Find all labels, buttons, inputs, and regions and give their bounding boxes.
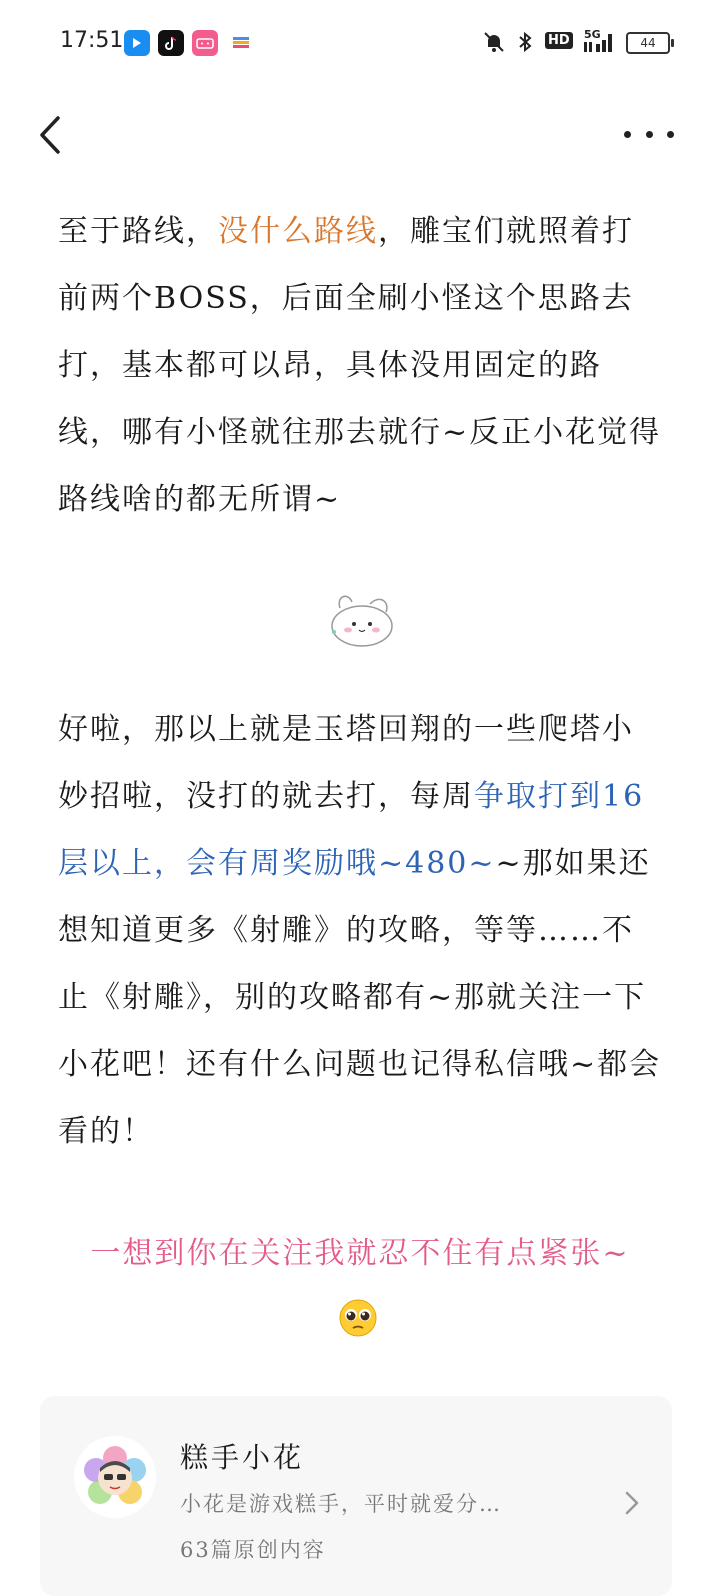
- author-description: 小花是游戏糕手，平时就爱分…: [180, 1492, 502, 1516]
- highlight-text-blue: 争取打到16层以上，会有周奖励哦~480~: [58, 779, 645, 881]
- more-dots-icon: [624, 131, 631, 138]
- back-button[interactable]: [30, 110, 74, 160]
- pink-highlight-line: 一想到你在关注我就忍不住有点紧张~: [90, 1236, 630, 1271]
- author-card[interactable]: [40, 1396, 672, 1596]
- highlight-text-orange: 没什么路线: [218, 214, 378, 249]
- chevron-right-icon[interactable]: [622, 1488, 642, 1518]
- more-button[interactable]: [624, 114, 674, 154]
- avatar-flower-image: [74, 1436, 156, 1518]
- bluetooth-icon: [516, 30, 534, 59]
- status-bar: [0, 0, 720, 84]
- status-time: 17:51: [60, 28, 124, 53]
- cute-cloud-sticker: [322, 588, 402, 650]
- battery-indicator: 44: [626, 32, 670, 54]
- chevron-left-icon: [30, 110, 74, 160]
- bilibili-pink-icon: [192, 30, 218, 56]
- wallet-icon: [228, 30, 254, 56]
- author-name: 糕手小花: [180, 1441, 305, 1474]
- author-avatar[interactable]: [74, 1436, 156, 1518]
- author-article-count: 63篇原创内容: [180, 1538, 326, 1562]
- mute-bell-icon: [482, 30, 506, 59]
- hd-icon: HD: [545, 32, 573, 49]
- article-paragraph-1: 至于路线，没什么路线，雕宝们就照着打前两个BOSS，后面全刷小怪这个思路去打，基本都可以昂，具体没用固定的路线，哪有小怪就往那去就行~反正小花觉得路线啥的都无所谓~: [58, 214, 662, 517]
- 5g-signal-icon: 5G: [582, 28, 616, 59]
- tiktok-icon: [158, 30, 184, 56]
- article-paragraph-2: 好啦，那以上就是玉塔回翔的一些爬塔小妙招啦，没打的就去打，每周争取打到16层以上，会有周奖励哦~480~~那如果还想知道更多《射雕》的攻略，等等……不止《射雕》，别的攻略都有~那就关注一下小花吧！还有什么问题也记得私信哦~都会看的！: [58, 712, 662, 1149]
- pleading-face-emoji: [338, 1298, 378, 1338]
- bilibili-blue-icon: [124, 30, 150, 56]
